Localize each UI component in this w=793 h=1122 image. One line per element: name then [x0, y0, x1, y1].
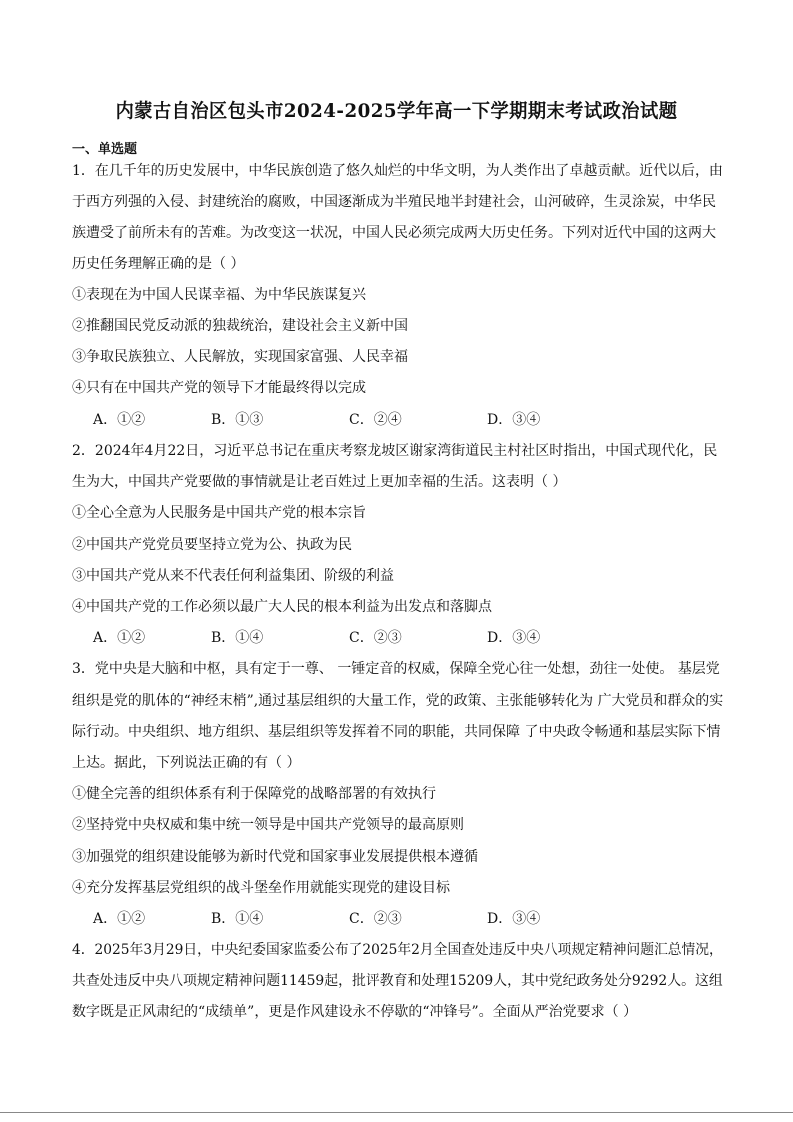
question-2-item: ②中国共产党党员要坚持立党为公、执政为民	[72, 537, 352, 553]
page-bottom-divider	[0, 1112, 793, 1113]
option-a: A．①②	[93, 630, 146, 646]
question-1-item: ①表现在为中国人民谋幸福、为中华民族谋复兴	[72, 287, 366, 303]
question-4-stem-line: 共查处违反中央八项规定精神问题11459起，批评教育和处理15209人，其中党纪政务处分9292人。这组	[72, 973, 723, 989]
question-2-stem-line: 2．2024年4月22日，习近平总书记在重庆考察龙坡区谢家湾街道民主村社区时指出，中国式现代化，民	[72, 443, 718, 459]
question-1-item: ③争取民族独立、人民解放，实现国家富强、人民幸福	[72, 349, 408, 365]
question-1-stem-line: 于西方列强的入侵、封建统治的腐败，中国逐渐成为半殖民地半封建社会，山河破碎，生灵涂炭，中华民	[72, 194, 716, 210]
question-2-item: ④中国共产党的工作必须以最广大人民的根本利益为出发点和落脚点	[72, 599, 492, 615]
question-1-item: ④只有在中国共产党的领导下才能最终得以完成	[72, 380, 366, 396]
question-2-item: ①全心全意为人民服务是中国共产党的根本宗旨	[72, 505, 366, 521]
question-4-stem-line: 数字既是正风肃纪的“成绩单”，更是作风建设永不停歇的“冲锋号”。全面从严治党要求（ ）	[72, 1004, 638, 1020]
question-3-item: ①健全完善的组织体系有利于保障党的战略部署的有效执行	[72, 786, 436, 802]
question-4-stem-line: 4．2025年3月29日，中央纪委国家监委公布了2025年2月全国查处违反中央八项规定精神问题汇总情况，	[72, 942, 723, 958]
option-b: B．①③	[211, 412, 264, 428]
section-heading: 一、单选题	[72, 142, 138, 157]
question-3-item: ②坚持党中央权威和集中统一领导是中国共产党领导的最高原则	[72, 817, 464, 833]
option-d: D．③④	[487, 412, 541, 428]
question-1-stem-line: 族遭受了前所未有的苦难。为改变这一状况，中国人民必须完成两大历史任务。下列对近代中国的这两大	[72, 225, 716, 241]
question-3-item: ③加强党的组织建设能够为新时代党和国家事业发展提供根本遵循	[72, 849, 478, 865]
question-3-stem-line: 组织是党的肌体的“神经末梢”,通过基层组织的大量工作，党的政策、主张能够转化为 广大党员和群众的实	[72, 693, 724, 709]
page-title: 内蒙古自治区包头市2024-2025学年高一下学期期末考试政治试题	[115, 100, 678, 122]
question-1-item: ②推翻国民党反动派的独裁统治，建设社会主义新中国	[72, 318, 408, 334]
question-3-stem-line: 际行动。中央组织、地方组织、基层组织等发挥着不同的职能，共同保障 了中央政令畅通和基层实际下情	[72, 724, 721, 740]
question-2-stem-line: 生为大，中国共产党要做的事情就是让老百姓过上更加幸福的生活。这表明（ ）	[72, 474, 567, 490]
option-c: C．②③	[349, 911, 402, 927]
option-d: D．③④	[487, 630, 541, 646]
option-c: C．②③	[349, 630, 402, 646]
question-3-item: ④充分发挥基层党组织的战斗堡垒作用就能实现党的建设目标	[72, 880, 450, 896]
option-b: B．①④	[211, 911, 264, 927]
question-2-item: ③中国共产党从来不代表任何利益集团、阶级的利益	[72, 568, 394, 584]
option-a: A．①②	[93, 412, 146, 428]
question-3-stem-line: 3．党中央是大脑和中枢，具有定于一尊、 一锤定音的权威，保障全党心往一处想，劲往一处使。 基层党	[72, 661, 720, 677]
option-d: D．③④	[487, 911, 541, 927]
question-1-stem-line: 历史任务理解正确的是（ ）	[72, 256, 245, 272]
option-b: B．①④	[211, 630, 264, 646]
question-1-stem-line: 1．在几千年的历史发展中，中华民族创造了悠久灿烂的中华文明，为人类作出了卓越贡献。近代以后，由	[72, 163, 723, 179]
option-a: A．①②	[93, 911, 146, 927]
option-c: C．②④	[349, 412, 402, 428]
question-3-stem-line: 上达。据此，下列说法正确的有（ ）	[72, 755, 301, 771]
